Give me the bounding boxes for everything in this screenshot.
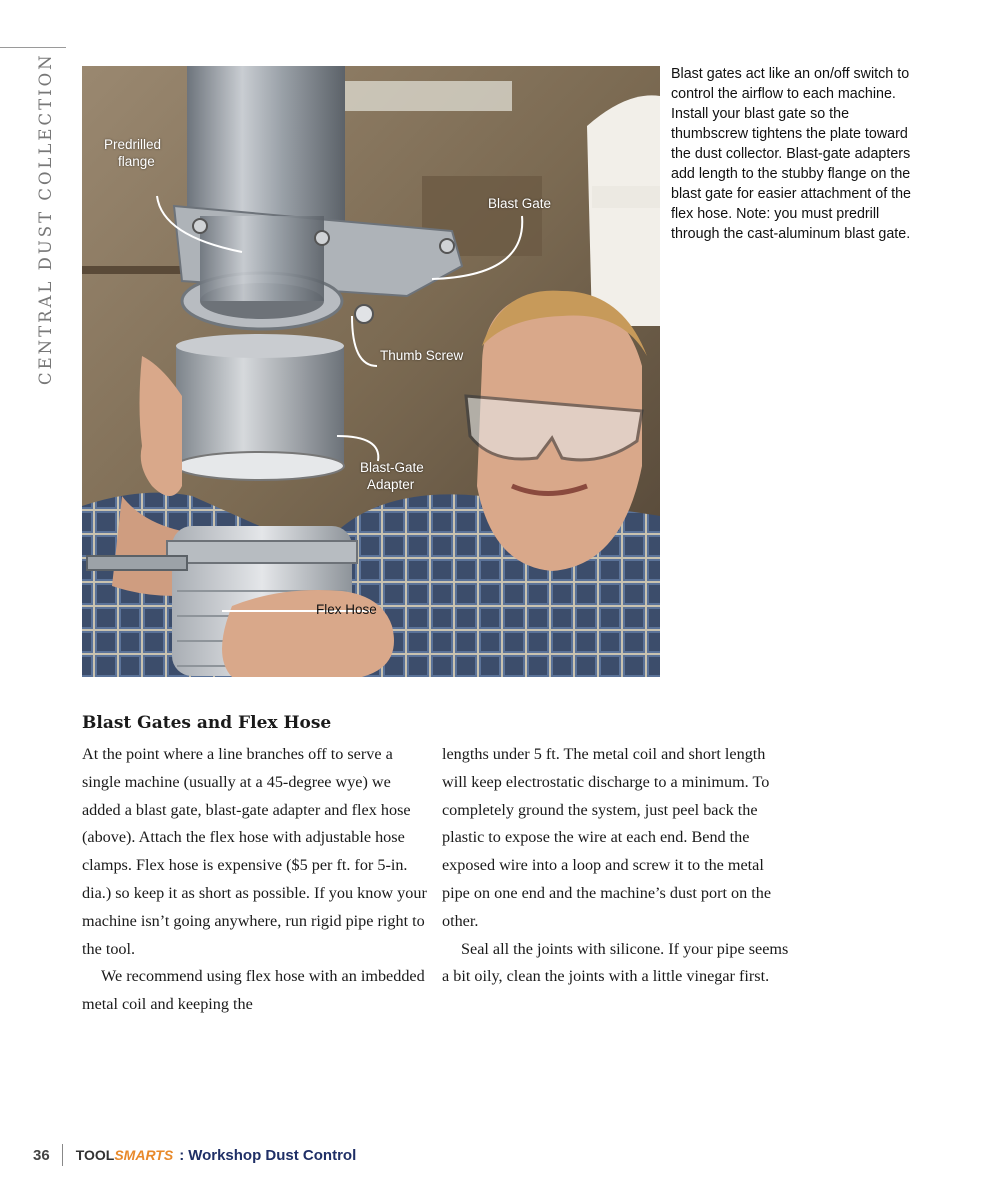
top-rule [0, 47, 66, 48]
callout-blast-gate-adapter-line-1: Blast-Gate [360, 460, 424, 475]
brand-tool: TOOL [75, 1147, 115, 1163]
photo-caption: Blast gates act like an on/off switch to control the airflow to each machine. Install your blast gate so the thumbscrew tightens the plate toward the dust collector. Blast-gate adapters add length to the stubby flange on the blast gate for easier attachment of the flex hose. Note: you must predrill through the cast-aluminum blast gate. [671, 66, 912, 242]
page-footer [33, 1143, 356, 1167]
section-heading: Blast Gates and Flex Hose [82, 713, 332, 733]
paragraph: lengths under 5 ft. The metal coil and short length will keep electrostatic discharge to a minimum. To completely ground the system, just peel back the plastic to expose the wire at each end. Bend the exposed wire into a loop and screw it to the metal pipe on one end and the machine’s dust port on the other. [442, 745, 772, 930]
paragraph: Seal all the joints with silicone. If your pipe seems a bit oily, clean the joints with a little vinegar first. [442, 939, 789, 986]
photo-blast-gate-installation [82, 66, 660, 677]
callout-predrilled-flange-line-1: Predrilled [104, 137, 162, 152]
photo-illustration [82, 66, 660, 677]
body-column-right [442, 741, 792, 991]
paragraph: At the point where a line branches off to serve a single machine (usually at a 45-degree wye) we added a blast gate, blast-gate adapter and flex hose (above). Attach the flex hose with adjustable hose clamps. Flex hose is expensive ($5 per ft. for 5-in. dia.) so keep it as short as possible. If you know your machine isn’t going anywhere, run rigid pipe right to the tool. [82, 745, 427, 958]
footer-divider [62, 1144, 63, 1166]
callout-predrilled-flange [104, 136, 161, 153]
running-section-title: CENTRAL DUST COLLECTION [36, 52, 55, 385]
page-number: 36 [33, 1146, 50, 1164]
callout-thumb-screw: Thumb Screw [380, 348, 464, 363]
callout-blast-gate: Blast Gate [488, 196, 552, 211]
body-column-left [82, 741, 432, 1019]
callout-blast-gate-adapter-line-2: Adapter [367, 477, 415, 492]
book-title: Workshop Dust Control [188, 1146, 357, 1164]
callout-flex-hose: Flex Hose [316, 602, 377, 617]
callout-predrilled-flange-line-2: flange [118, 154, 155, 169]
brand-smarts: SMARTS [114, 1147, 174, 1163]
paragraph: We recommend using flex hose with an imbedded metal coil and keeping the [82, 967, 425, 1014]
footer-separator: : [179, 1146, 185, 1164]
